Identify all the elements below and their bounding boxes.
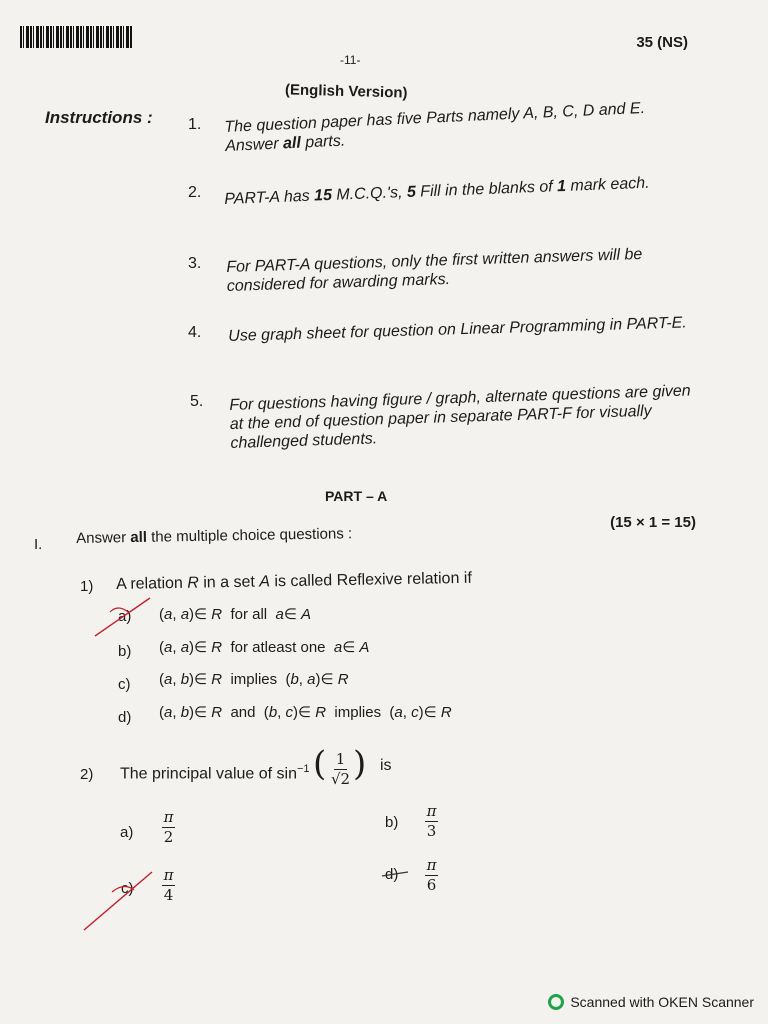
section-instruction: Answer all the multiple choice questions : — [76, 525, 353, 547]
option-text: (a, b)∈ R and (b, c)∈ R implies (a, c)∈ R — [159, 704, 452, 721]
option-letter: d) — [118, 709, 132, 726]
strike-mark-d — [382, 872, 408, 876]
question-text: A relation R in a set A is called Reflexive relation if — [116, 569, 472, 593]
instruction-number: 3. — [188, 255, 202, 272]
option-text: (a, b)∈ R implies (b, a)∈ R — [159, 671, 349, 688]
scanner-text: Scanned with OKEN Scanner — [570, 994, 754, 1010]
tick-mark-q2 — [84, 872, 152, 930]
question-text: The principal value of $\sin^{-1}$ — [120, 763, 310, 783]
option-text: (a, a)∈ R for atleast one a∈ A — [159, 639, 370, 656]
page-number: -11- — [340, 53, 361, 67]
question-number: 1) — [80, 578, 94, 595]
instruction-number: 1. — [188, 116, 202, 133]
instruction-number: 2. — [188, 184, 202, 201]
option-letter: a) — [118, 608, 132, 625]
instruction-text: For questions having figure / graph, alternate questions are given at the end of question paper in separate PART-F for visually challenged students. — [229, 382, 691, 452]
option-fraction: π 2 — [163, 808, 174, 846]
option-fraction: π 4 — [163, 866, 174, 904]
instruction-text: For PART-A questions, only the first written answers will be considered for awarding marks. — [226, 245, 643, 295]
instruction-text: Use graph sheet for question on Linear Programming in PART-E. — [228, 314, 687, 345]
option-fraction: π 3 — [426, 802, 437, 840]
instruction-number: 4. — [188, 324, 202, 341]
tick-mark-q2-curl — [112, 886, 134, 892]
option-letter: a) — [120, 824, 134, 841]
version-title: (English Version) — [284, 81, 408, 102]
tick-mark-q1 — [95, 598, 150, 636]
section-number: I. — [34, 536, 43, 553]
part-a-title: PART – A — [325, 488, 388, 504]
paper-code: 35 (NS) — [636, 34, 688, 51]
option-letter: c) — [118, 676, 131, 693]
option-letter: d) — [385, 866, 399, 883]
instruction-number: 5. — [190, 393, 204, 410]
option-letter: c) — [121, 880, 134, 897]
question-text-end: is — [380, 757, 392, 774]
instruction-text: The question paper has five Parts namely A, B, C, D and E. Answer all parts. — [224, 99, 646, 155]
option-letter: b) — [385, 814, 399, 831]
oken-logo-icon — [548, 994, 564, 1010]
option-text: (a, a)∈ R for all a∈ A — [159, 606, 312, 623]
tick-mark-q1-curl — [110, 608, 128, 612]
option-letter: b) — [118, 643, 132, 660]
option-fraction: π 6 — [426, 856, 437, 894]
question-number: 2) — [80, 766, 94, 783]
scanner-watermark — [548, 994, 754, 1010]
instructions-label: Instructions : — [45, 108, 153, 127]
section-marks: (15 × 1 = 15) — [610, 514, 696, 531]
instruction-text: PART-A has 15 M.C.Q.'s, 5 Fill in the blanks of 1 mark each. — [224, 174, 650, 208]
